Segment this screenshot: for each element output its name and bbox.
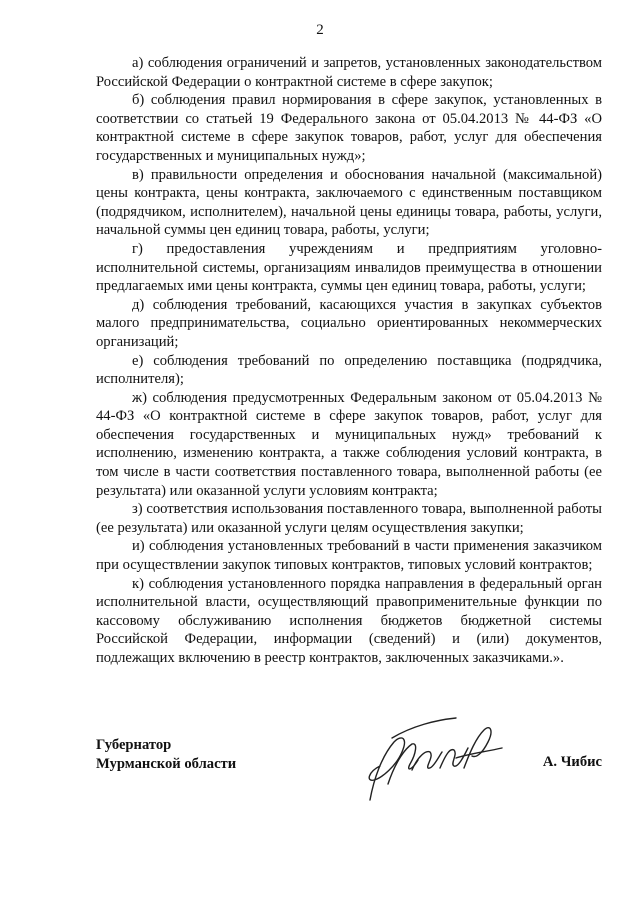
signatory-name: А. Чибис <box>542 754 602 770</box>
paragraph-b: б) соблюдения правил нормирования в сфере закупок, установленных в соответствии со статьей 19 Федерального закона от 05.04.2013 № 44-ФЗ «О контрактной системе в сфере закупок товаров, работ, услуг для обеспечения государственных и муниципальных нужд»; <box>96 92 602 164</box>
paragraph-zh: ж) соблюдения предусмотренных Федеральным законом от 05.04.2013 № 44-ФЗ «О контрактной системе в сфере закупок товаров, работ, услуг для обеспечения государственных и муниципальных нужд» требований к исполнению, изменению контракта, а также соблюдения условий контракта, в том числе в части соответствия поставленного товара, выполненной работы (ее результата) или оказанной услуги условиям контракта; <box>96 389 602 499</box>
paragraph-g: г) предоставления учреждениям и предприятиям уголовно-исполнительной системы, организациям инвалидов преимущества в отношении предлагаемых ими цены контракта, суммы цен единиц товара, работы, услуги; <box>96 240 602 295</box>
signatory-title <box>96 736 236 774</box>
signatory-title-line1: Губернатор <box>96 737 172 753</box>
document-body <box>96 54 602 668</box>
page-number: 2 <box>316 22 324 38</box>
paragraph-d: д) соблюдения требований, касающихся участия в закупках субъектов малого предпринимательства, социально ориентированных некоммерческих организаций; <box>96 296 602 350</box>
paragraph-z: з) соответствия использования поставленного товара, выполненной работы (ее результата) или оказанной услуги целям осуществления закупки; <box>96 501 602 536</box>
signature-block <box>96 736 602 826</box>
handwritten-signature <box>352 708 522 808</box>
paragraph-a: а) соблюдения ограничений и запретов, установленных законодательством Российской Федерации о контрактной системе в сфере закупок; <box>96 55 602 90</box>
paragraph-k: к) соблюдения установленного порядка направления в федеральный орган исполнительной власти, осуществляющий правоприменительные функции по кассовому обслуживанию исполнения бюджетов бюджетной системы Российской Федерации, информации (сведений) и (или) документов, подлежащих включению в реестр контрактов, заключенных заказчиками.». <box>96 575 602 666</box>
paragraph-i: и) соблюдения установленных требований в части применения заказчиком при осуществлении закупок типовых контрактов, типовых условий контрактов; <box>96 538 602 574</box>
paragraph-e: е) соблюдения требований по определению поставщика (подрядчика, исполнителя); <box>96 352 602 388</box>
signatory-title-line2: Мурманской области <box>96 756 237 772</box>
paragraph-v: в) правильности определения и обоснования начальной (максимальной) цены контракта, цены контракта, заключаемого с единственным поставщиком (подрядчиком, исполнителем), начальной цены единицы товара, работы, услуги, начальной суммы цен единиц товара, работы, услуги; <box>96 166 602 239</box>
